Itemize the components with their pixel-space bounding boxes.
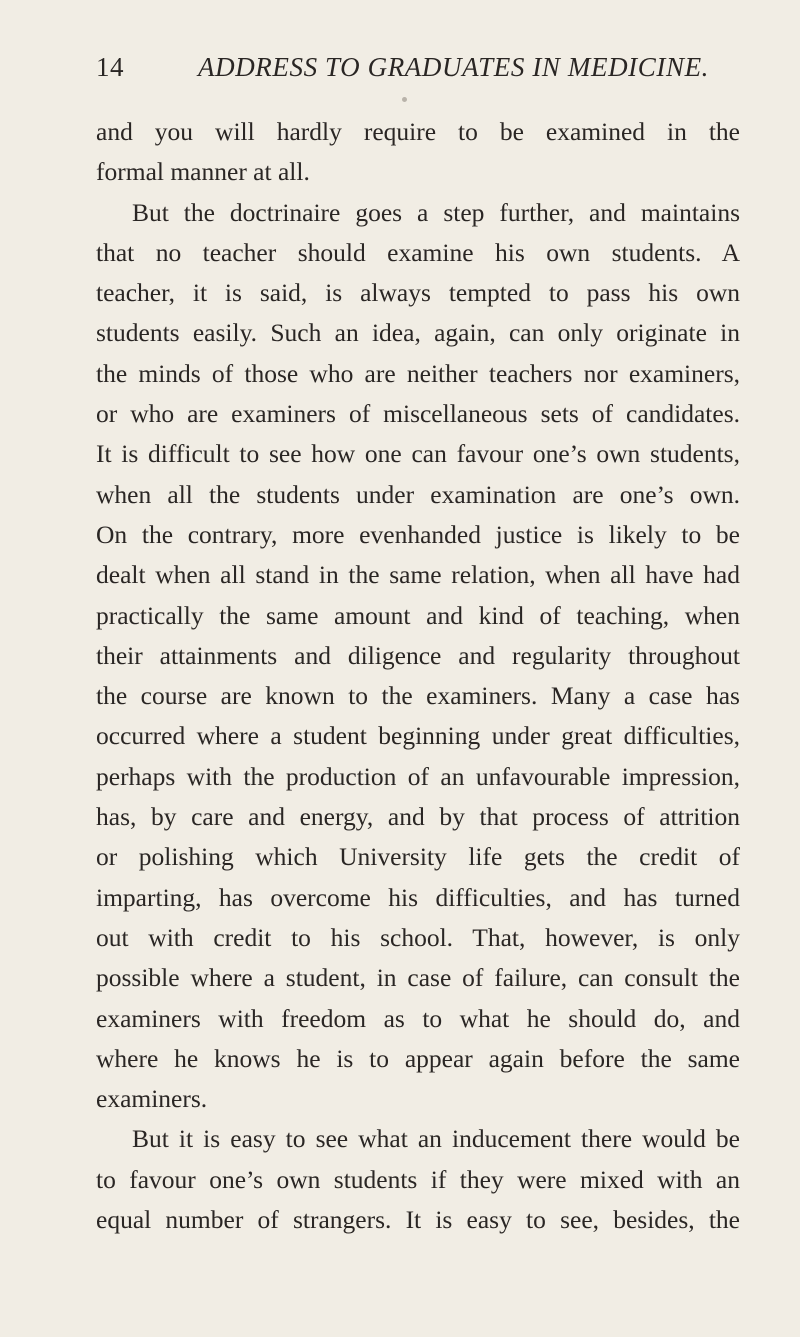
text-line: imparting, has overcome his difficulties, and has turned xyxy=(96,882,740,912)
text-line: perhaps with the production of an unfavourable impression, xyxy=(96,761,740,791)
text-line: the course are known to the examiners. Many a case has xyxy=(96,681,740,711)
text-line: occurred where a student beginning under great difficulties, xyxy=(96,721,740,751)
text-line: or who are examiners of miscellaneous sets of candidates. xyxy=(96,399,740,429)
text-line: their attainments and diligence and regularity throughout xyxy=(96,640,740,670)
text-line: possible where a student, in case of failure, can consult the xyxy=(96,963,740,993)
text-line: and you will hardly require to be examined in the xyxy=(96,117,740,146)
running-head xyxy=(96,52,736,92)
text-line: out with credit to his school. That, however, is only xyxy=(96,922,740,952)
text-line: when all the students under examination are one’s own. xyxy=(96,479,740,509)
text-line: the minds of those who are neither teachers nor examiners, xyxy=(96,358,740,388)
text-line: examiners with freedom as to what he should do, and xyxy=(96,1003,740,1033)
text-line: practically the same amount and kind of teaching, when xyxy=(96,600,740,630)
text-line: But it is easy to see what an inducement there would be xyxy=(132,1124,740,1154)
text-line: equal number of strangers. It is easy to see, besides, the xyxy=(96,1205,740,1235)
ink-dot xyxy=(402,97,407,102)
text-line: formal manner at all. xyxy=(96,157,310,187)
text-line: On the contrary, more evenhanded justice is likely to be xyxy=(96,519,740,549)
body-text xyxy=(96,112,740,1240)
text-line: examiners. xyxy=(96,1084,208,1114)
text-line: teacher, it is said, is always tempted to pass his own xyxy=(96,278,740,308)
text-line: has, by care and energy, and by that process of attrition xyxy=(96,802,740,832)
text-line: or polishing which University life gets the credit of xyxy=(96,842,740,872)
text-line: dealt when all stand in the same relation, when all have had xyxy=(96,560,740,590)
text-line: But the doctrinaire goes a step further, and maintains xyxy=(132,197,740,227)
running-title: ADDRESS TO GRADUATES IN MEDICINE. xyxy=(198,52,710,82)
text-line: where he knows he is to appear again before the same xyxy=(96,1043,740,1073)
page-number: 14 xyxy=(96,52,124,82)
text-line: students easily. Such an idea, again, can only originate in xyxy=(96,318,740,348)
text-line: that no teacher should examine his own students. A xyxy=(96,237,740,267)
text-line: to favour one’s own students if they were mixed with an xyxy=(96,1164,740,1194)
text-line: It is difficult to see how one can favour one’s own students, xyxy=(96,439,740,469)
